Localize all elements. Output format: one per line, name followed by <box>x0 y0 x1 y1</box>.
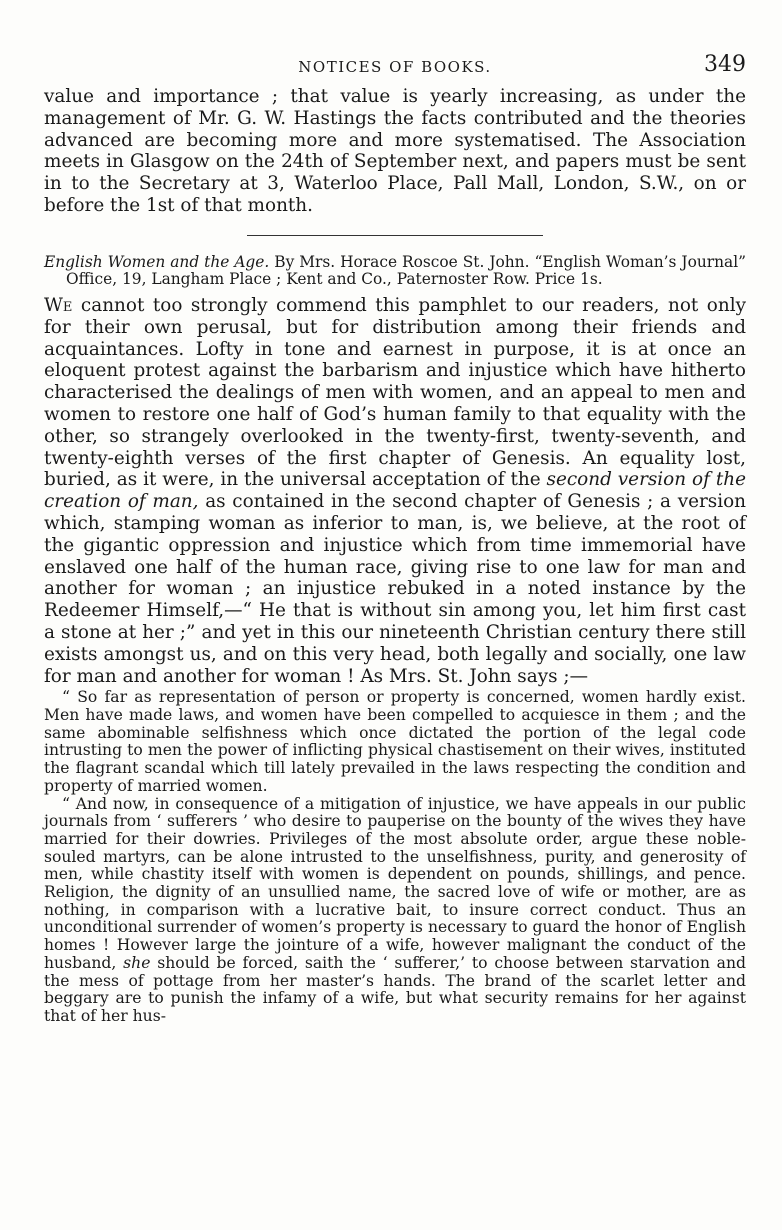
review-body <box>44 295 746 687</box>
running-title: NOTICES OF BOOKS. <box>298 58 492 76</box>
review-body-part2: as contained in the second chapter of Genesis ; a version which, stamping woman as inferior to man, is, we believe, at the root of the gigantic oppression and injustice which from time immemorial have enslaved one half of the human race, giving rise to one law for man and another for woman ; an injustice rebuked in a noted instance by the Redeemer Himself,—“ He that is without sin among you, let him first cast a stone at her ;” and yet in this our nineteenth Christian century there still exists amongst us, and on this very head, both legally and socially, one law for man and another for woman ! As Mrs. St. John says ;— <box>44 491 746 687</box>
intro-paragraph: value and importance ; that value is yearly increasing, as under the management of Mr. G. W. Hastings the facts contributed and the theories advanced are becoming more and more systematised. The Association meets in Glasgow on the 24th of September next, and papers must be sent in to the Secretary at 3, Waterloo Place, Pall Mall, London, S.W., on or before the 1st of that month. <box>44 86 746 216</box>
book-title: English Women and the Age. <box>44 252 270 271</box>
book-citation: By Mrs. Horace Roscoe St. John. “English Woman’s Journal” Office, 19, Langham Place ; Kent and Co., Paternoster Row. Price 1s. <box>66 252 746 289</box>
quotation-2 <box>44 796 746 1026</box>
opening-word: We <box>44 294 73 316</box>
quotation-1: “ So far as representation of person or property is concerned, women hardly exist. Men have made laws, and women have been compelled to acquiesce in them ; and the same abominable selfishness which once dictated the portion of the legal code intrusting to men the power of inflicting physical chastisement on their wives, instituted the flagrant scandal which till lately prevailed in the laws respecting the condition and property of married women. <box>44 688 746 795</box>
quotation-2-part2: should be forced, saith the ‘ sufferer,’ to choose between starvation and the mess of pottage from her master’s hands. The brand of the scarlet letter and beggary are to punish the infamy of a wife, but what security remains for her against that of her hus- <box>44 953 746 1025</box>
running-header <box>44 52 746 86</box>
page-number: 349 <box>704 52 746 77</box>
quotation-2-part1: “ And now, in consequence of a mitigation of injustice, we have appeals in our public journals from ‘ sufferers ’ who desire to pauperise on the bounty of the wives they have married for their dowries. Privileges of the most absolute order, argue these noble-souled martyrs, can be alone intrusted to the unselfishness, purity, and generosity of men, while chastity itself with women is dependent on pounds, shillings, and pence. Religion, the dignity of an unsullied name, the sacred love of wife or mother, are as nothing, in comparison with a lucrative bait, to insure correct conduct. Thus an unconditional surrender of women’s property is necessary to guard the honor of English homes ! However large the jointure of a wife, however malignant the conduct of the husband, <box>44 794 746 972</box>
review-heading <box>44 254 746 289</box>
quotation-2-emphasis: she <box>123 953 151 972</box>
review-body-emphasis: second version of the creation of man, <box>44 469 746 513</box>
section-divider <box>247 235 543 236</box>
review-body-part1: cannot too strongly commend this pamphlet to our readers, not only for their own perusal, but for distribution among their friends and acquaintances. Lofty in tone and earnest in purpose, it is at once an eloquent protest against the barbarism and injustice which have hitherto characterised the dealings of men with women, and an appeal to men and women to restore one half of God’s human family to that equality with the other, so strangely overlooked in the twenty-first, twenty-seventh, and twenty-eighth verses of the first chapter of Genesis. An equality lost, buried, as it were, in the universal acceptation of the <box>44 294 746 491</box>
book-page <box>44 52 746 1026</box>
